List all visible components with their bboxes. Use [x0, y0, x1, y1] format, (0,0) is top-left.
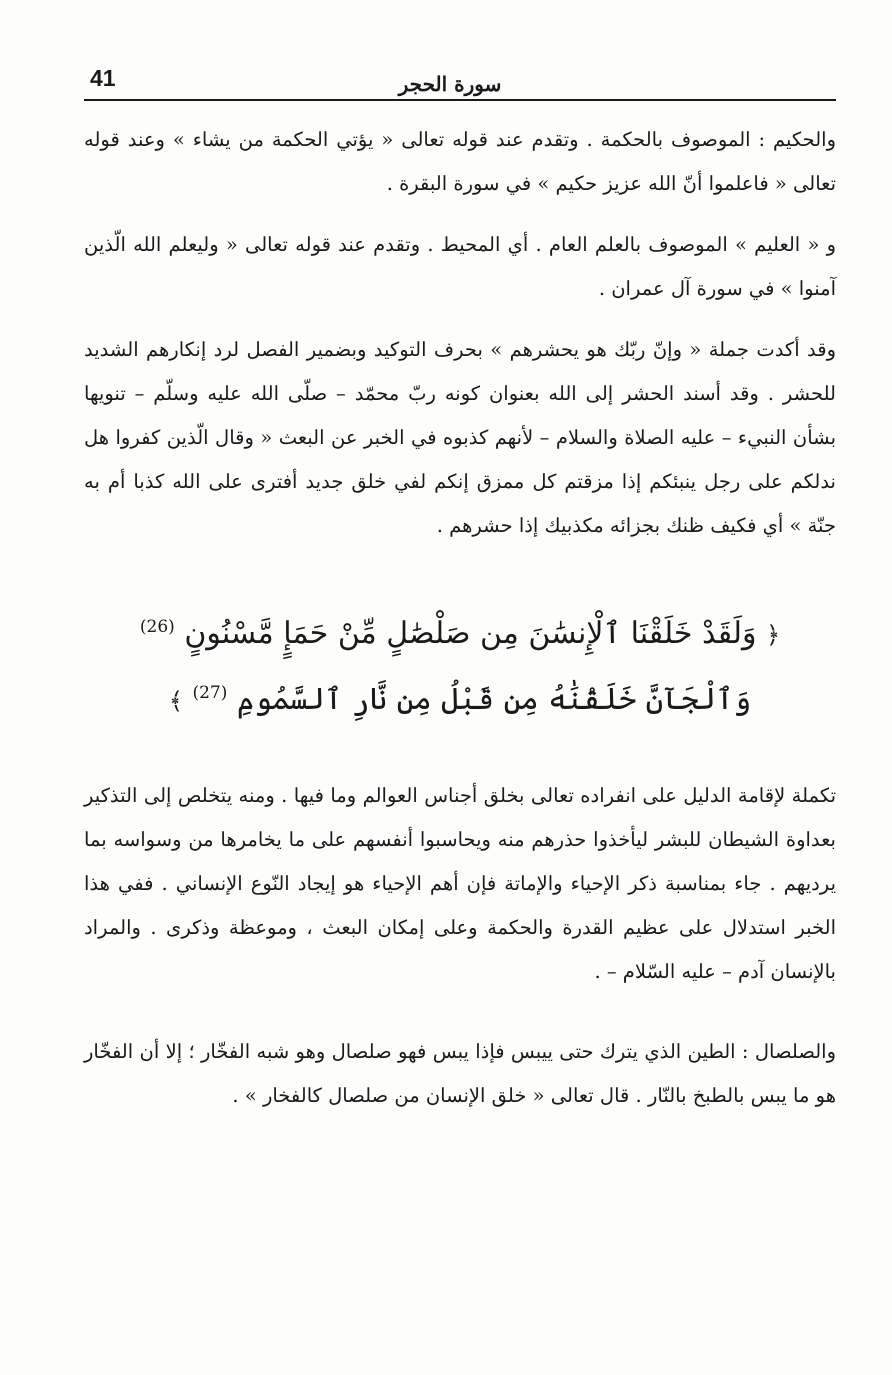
paragraph-alim: و « العليم » الموصوف بالعلم العام . أي المحيط . وتقدم عند قوله تعالى « وليعلم الله الّذين آمنوا » في سورة آل عمران .	[84, 233, 836, 300]
verse-26-text: وَلَقَدْ خَلَقْنَا ٱلْإِنسَٰنَ مِن صَلْصَٰلٍ مِّنْ حَمَإٍ مَّسْنُونٍ	[184, 616, 757, 651]
verse-open-bracket: ﴿	[766, 621, 781, 649]
verse-line-2	[84, 664, 836, 730]
verse-27-text: وَٱلْجَآنَّ خَلَقْنَٰهُ مِن قَبْلُ مِن نَّارِ ٱلسَّمُومِ	[236, 682, 752, 717]
surah-title: سورة الحجر	[398, 72, 502, 96]
quran-verse	[84, 598, 836, 730]
verse-line-1	[84, 598, 836, 664]
verse-number-26: (26)	[139, 617, 175, 637]
page-number: 41	[90, 65, 116, 91]
verse-number-27: (27)	[192, 683, 228, 703]
page-body	[84, 118, 836, 1135]
header-rule	[84, 99, 836, 101]
paragraph-salsal: والصلصال : الطين الذي يترك حتى ييبس فإذا يبس فهو صلصال وهو شبه الفخّار ؛ إلا أن الفخّار هو ما يبس بالطبخ بالنّار . قال تعالى « خلق الإنسان من صلصال كالفخار » .	[84, 1040, 836, 1107]
paragraph-emphasis: وقد أكدت جملة « وإنّ ربّك هو يحشرهم » بحرف التوكيد وبضمير الفصل لرد إنكارهم الشديد للحشر . وقد أسند الحشر إلى الله بعنوان كونه ربّ محمّد – صلّى الله عليه وسلّم – تنويها بشأن النبيء – عليه الصلاة والسلام – لأنهم كذبوه في الخبر عن البعث « وقال الّذين كفروا هل ندلكم على رجل ينبئكم إذا مزقتم كل ممزق إنكم لفي خلق جديد أفترى على الله كذبا أم به جنّة » أي فكيف ظنك بجزائه مكذبيك إذا حشرهم .	[84, 338, 836, 537]
paragraph-commentary: تكملة لإقامة الدليل على انفراده تعالى بخلق أجناس العوالم وما فيها . ومنه يتخلص إلى التذكير بعداوة الشيطان للبشر ليأخذوا حذرهم منه ويحاسبوا أنفسهم على ما يخامرها من وسواسه بما يرديهم . جاء بمناسبة ذكر الإحياء والإماتة فإن أهم الإحياء هو إيجاد النّوع الإنساني . ففي هذا الخبر استدلال على عظيم القدرة والحكمة وعلى إمكان البعث ، وموعظة وذكرى . والمراد بالإنسان آدم – عليه السّلام – .	[84, 784, 836, 983]
verse-close-bracket: ﴾	[168, 687, 183, 715]
paragraph-hakim: والحكيم : الموصوف بالحكمة . وتقدم عند قوله تعالى « يؤتي الحكمة من يشاء » وعند قوله تعالى « فاعلموا أنّ الله عزيز حكيم » في سورة البقرة .	[84, 128, 836, 195]
